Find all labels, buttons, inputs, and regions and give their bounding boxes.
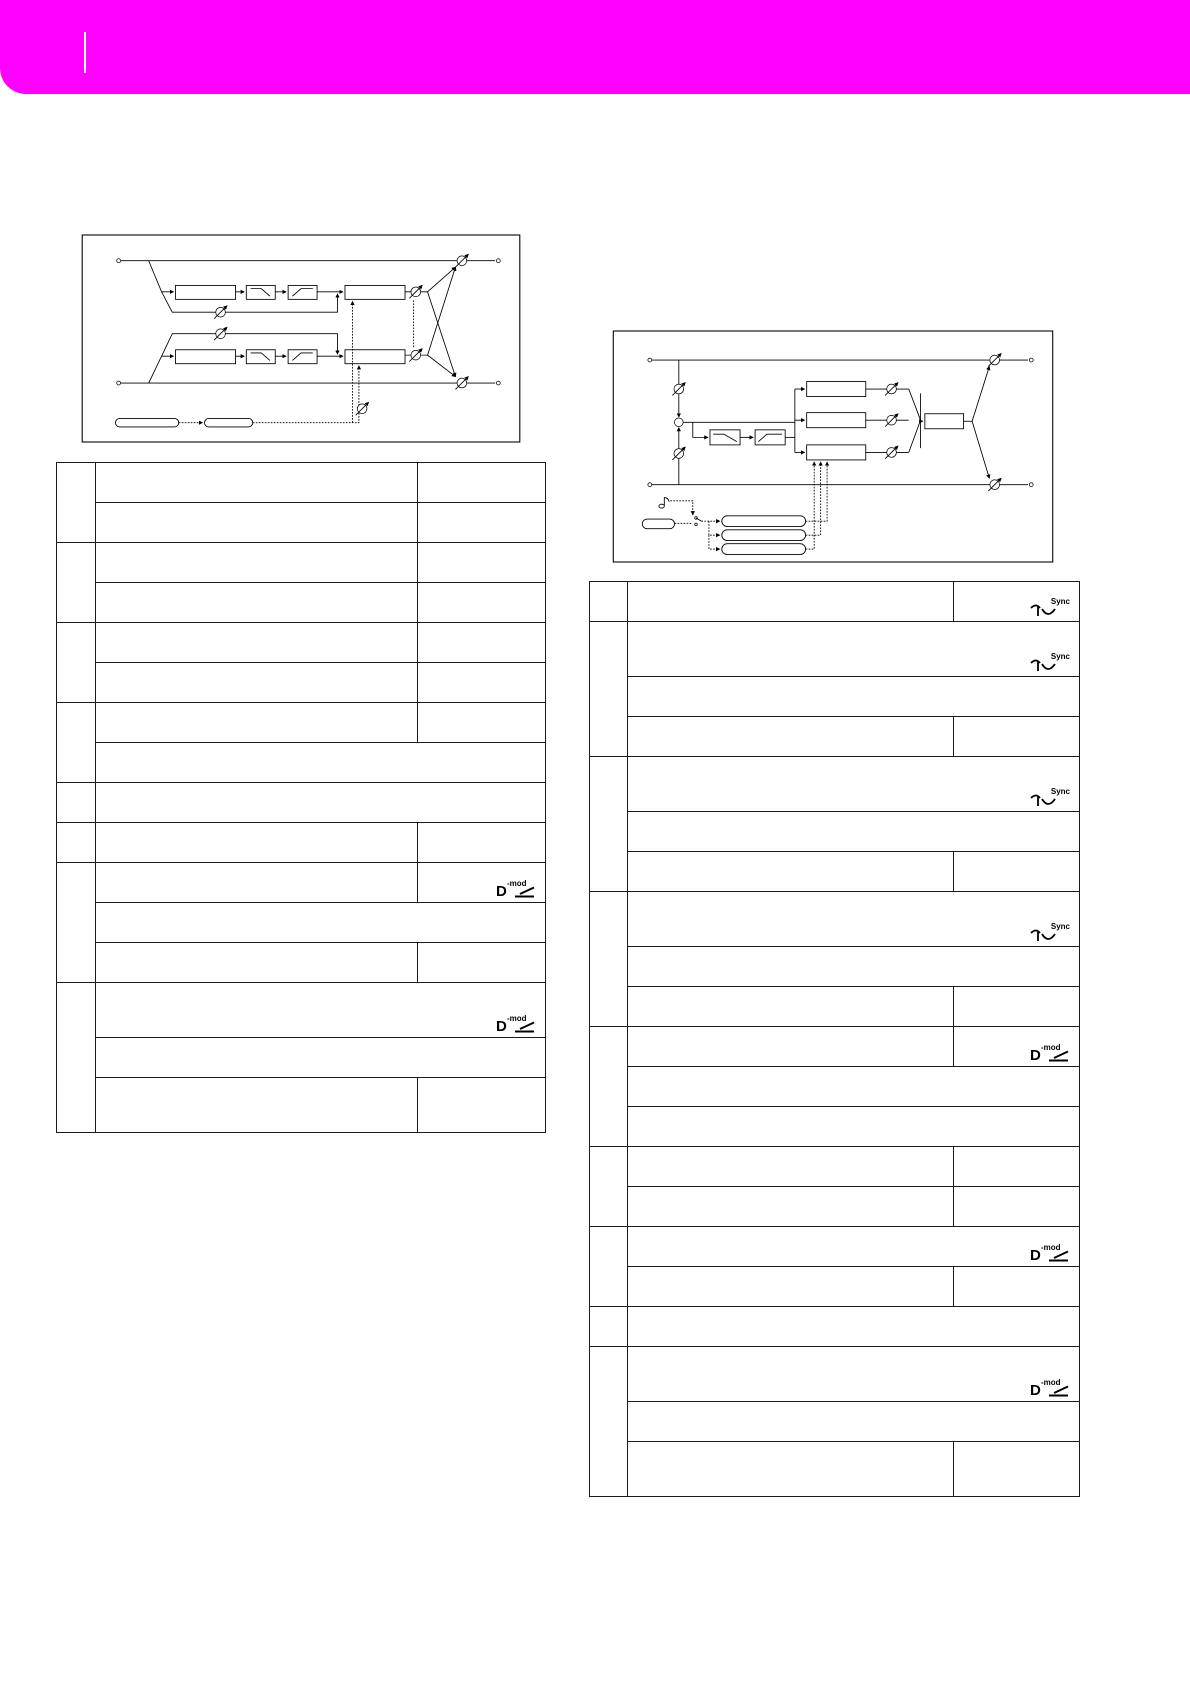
param-value-cell bbox=[954, 1147, 1080, 1187]
dmod-letter: D bbox=[496, 1018, 507, 1035]
table-row bbox=[590, 622, 1080, 677]
param-label-cell bbox=[57, 823, 96, 863]
dmod-ramp-icon bbox=[513, 886, 535, 898]
param-label-cell bbox=[590, 1147, 628, 1227]
param-label-cell bbox=[590, 757, 628, 892]
table-row bbox=[590, 1267, 1080, 1307]
param-value-cell bbox=[418, 863, 546, 903]
input-terminal-bottom bbox=[648, 483, 652, 487]
table-row bbox=[590, 1442, 1080, 1497]
effect-block bbox=[345, 350, 405, 364]
effect-block bbox=[345, 285, 405, 299]
dmod-superscript: -mod bbox=[1041, 1243, 1061, 1252]
table-row bbox=[57, 463, 546, 503]
dmod-superscript: -mod bbox=[507, 1014, 527, 1023]
table-row bbox=[590, 1067, 1080, 1107]
diagram-frame bbox=[82, 235, 520, 442]
param-value-cell bbox=[954, 582, 1080, 622]
mixer-node bbox=[675, 418, 684, 427]
param-desc-cell bbox=[628, 1067, 1080, 1107]
param-desc-cell bbox=[96, 783, 546, 823]
high-pass-filter-block bbox=[288, 285, 317, 299]
param-label-cell bbox=[590, 1227, 628, 1307]
input-terminal-bottom bbox=[117, 381, 121, 385]
table-row bbox=[57, 943, 546, 983]
param-name-cell bbox=[96, 583, 418, 623]
table-row bbox=[57, 903, 546, 943]
param-value-cell bbox=[418, 823, 546, 863]
mod-oval bbox=[204, 418, 252, 427]
left-parameter-table bbox=[56, 462, 546, 1133]
table-row bbox=[590, 987, 1080, 1027]
low-pass-filter-block bbox=[246, 285, 275, 299]
delay-tap-block-1 bbox=[807, 381, 866, 396]
param-desc-cell bbox=[628, 622, 1080, 677]
param-desc-cell bbox=[628, 757, 1080, 812]
table-row bbox=[57, 543, 546, 583]
table-row bbox=[57, 743, 546, 783]
param-value-cell bbox=[954, 1267, 1080, 1307]
dmod-icon bbox=[1030, 1378, 1070, 1399]
table-row bbox=[590, 852, 1080, 892]
param-name-cell bbox=[628, 1147, 954, 1187]
param-desc-cell bbox=[628, 677, 1080, 717]
table-row bbox=[590, 677, 1080, 717]
dmod-ramp-icon bbox=[513, 1021, 535, 1033]
mod-oval-2 bbox=[722, 530, 806, 541]
dmod-superscript: -mod bbox=[1041, 1043, 1061, 1052]
dmod-superscript: -mod bbox=[1041, 1378, 1061, 1387]
left-block-diagram bbox=[82, 235, 520, 442]
param-desc-cell bbox=[628, 892, 1080, 947]
table-row bbox=[590, 1402, 1080, 1442]
param-value-cell bbox=[418, 583, 546, 623]
sync-icon bbox=[1030, 788, 1070, 808]
param-label-cell bbox=[57, 623, 96, 703]
table-row bbox=[590, 892, 1080, 947]
param-name-cell bbox=[628, 582, 954, 622]
output-terminal-top bbox=[1029, 358, 1033, 362]
param-desc-cell bbox=[628, 1107, 1080, 1147]
dmod-icon bbox=[496, 1014, 536, 1035]
param-value-cell bbox=[954, 717, 1080, 757]
page-header-band bbox=[0, 0, 1190, 94]
output-block bbox=[925, 414, 964, 429]
param-desc-cell bbox=[628, 1347, 1080, 1402]
dmod-ramp-icon bbox=[1047, 1250, 1069, 1262]
param-name-cell bbox=[628, 1442, 954, 1497]
output-terminal-bottom bbox=[496, 381, 500, 385]
table-row bbox=[57, 503, 546, 543]
param-name-cell bbox=[628, 717, 954, 757]
table-row bbox=[57, 703, 546, 743]
param-name-cell bbox=[96, 463, 418, 503]
param-name-cell bbox=[96, 1078, 418, 1133]
param-desc-cell bbox=[96, 983, 546, 1038]
param-label-cell bbox=[57, 983, 96, 1133]
dmod-letter: D bbox=[1030, 1247, 1041, 1264]
table-row bbox=[590, 717, 1080, 757]
table-row bbox=[57, 623, 546, 663]
param-name-cell bbox=[96, 503, 418, 543]
delay-tap-block-3 bbox=[807, 445, 866, 460]
dmod-ramp-icon bbox=[1047, 1050, 1069, 1062]
table-row bbox=[57, 823, 546, 863]
table-row bbox=[57, 583, 546, 623]
sync-icon bbox=[1030, 923, 1070, 943]
dmod-letter: D bbox=[496, 883, 507, 900]
param-label-cell bbox=[590, 892, 628, 1027]
param-desc-cell bbox=[628, 812, 1080, 852]
table-row bbox=[57, 783, 546, 823]
table-row bbox=[57, 1038, 546, 1078]
param-value-cell bbox=[418, 543, 546, 583]
param-value-cell bbox=[954, 1442, 1080, 1497]
table-row bbox=[590, 1147, 1080, 1187]
param-desc-cell bbox=[628, 1402, 1080, 1442]
param-name-cell bbox=[96, 943, 418, 983]
dmod-icon bbox=[1030, 1043, 1070, 1064]
sync-label: Sync bbox=[1050, 787, 1070, 796]
param-value-cell bbox=[418, 703, 546, 743]
param-label-cell bbox=[590, 582, 628, 622]
param-value-cell bbox=[418, 463, 546, 503]
param-value-cell bbox=[418, 943, 546, 983]
dmod-icon bbox=[496, 879, 536, 900]
dmod-letter: D bbox=[1030, 1047, 1041, 1064]
right-block-diagram bbox=[613, 331, 1053, 562]
param-desc-cell bbox=[96, 743, 546, 783]
param-label-cell bbox=[57, 703, 96, 783]
param-name-cell bbox=[628, 987, 954, 1027]
param-desc-cell bbox=[96, 1038, 546, 1078]
param-value-cell bbox=[954, 1027, 1080, 1067]
delay-block bbox=[176, 350, 236, 364]
param-label-cell bbox=[590, 622, 628, 757]
dmod-superscript: -mod bbox=[507, 879, 527, 888]
param-label-cell bbox=[590, 1347, 628, 1497]
dmod-icon bbox=[1030, 1243, 1070, 1264]
param-name-cell bbox=[96, 623, 418, 663]
low-pass-filter-block bbox=[710, 430, 740, 445]
table-row bbox=[57, 663, 546, 703]
table-row bbox=[590, 1307, 1080, 1347]
table-row bbox=[590, 1187, 1080, 1227]
high-pass-filter-block bbox=[288, 350, 317, 364]
delay-tap-block-2 bbox=[807, 413, 866, 428]
param-value-cell bbox=[954, 852, 1080, 892]
param-desc-cell bbox=[628, 1307, 1080, 1347]
param-desc-cell bbox=[96, 903, 546, 943]
param-name-cell bbox=[96, 863, 418, 903]
param-name-cell bbox=[628, 852, 954, 892]
input-terminal-top bbox=[648, 358, 652, 362]
param-label-cell bbox=[57, 783, 96, 823]
delay-block bbox=[176, 285, 236, 299]
param-value-cell bbox=[954, 1187, 1080, 1227]
sync-label: Sync bbox=[1050, 652, 1070, 661]
param-label-cell bbox=[590, 1307, 628, 1347]
param-label-cell bbox=[590, 1027, 628, 1147]
table-row bbox=[57, 1078, 546, 1133]
param-value-cell bbox=[418, 623, 546, 663]
sync-label: Sync bbox=[1050, 922, 1070, 931]
high-pass-filter-block bbox=[755, 430, 785, 445]
param-name-cell bbox=[96, 663, 418, 703]
param-name-cell bbox=[96, 703, 418, 743]
param-name-cell bbox=[628, 1027, 954, 1067]
param-name-cell bbox=[628, 1267, 954, 1307]
lfo-oval bbox=[642, 519, 674, 529]
table-row bbox=[57, 983, 546, 1038]
sync-icon bbox=[1030, 598, 1070, 618]
output-terminal-top bbox=[496, 259, 500, 263]
table-row bbox=[57, 863, 546, 903]
table-row bbox=[590, 1027, 1080, 1067]
table-row bbox=[590, 582, 1080, 622]
param-name-cell bbox=[96, 823, 418, 863]
param-label-cell bbox=[57, 463, 96, 543]
param-label-cell bbox=[57, 543, 96, 623]
table-row bbox=[590, 947, 1080, 987]
param-desc-cell bbox=[628, 1227, 1080, 1267]
param-value-cell bbox=[418, 503, 546, 543]
param-name-cell bbox=[628, 1187, 954, 1227]
switch-contact bbox=[695, 523, 698, 526]
table-row bbox=[590, 1347, 1080, 1402]
param-value-cell bbox=[418, 1078, 546, 1133]
param-desc-cell bbox=[628, 947, 1080, 987]
output-terminal-bottom bbox=[1029, 483, 1033, 487]
param-value-cell bbox=[418, 663, 546, 703]
input-terminal-top bbox=[117, 259, 121, 263]
param-name-cell bbox=[96, 543, 418, 583]
dmod-ramp-icon bbox=[1047, 1385, 1069, 1397]
param-label-cell bbox=[57, 863, 96, 983]
sync-icon bbox=[1030, 653, 1070, 673]
right-parameter-table bbox=[589, 581, 1080, 1497]
mod-oval-1 bbox=[722, 516, 806, 527]
sync-label: Sync bbox=[1050, 597, 1070, 606]
table-row bbox=[590, 812, 1080, 852]
dmod-letter: D bbox=[1030, 1382, 1041, 1399]
table-row bbox=[590, 1107, 1080, 1147]
header-divider-bar bbox=[84, 32, 86, 73]
lfo-oval bbox=[115, 418, 178, 427]
table-row bbox=[590, 757, 1080, 812]
low-pass-filter-block bbox=[246, 350, 275, 364]
param-value-cell bbox=[954, 987, 1080, 1027]
table-row bbox=[590, 1227, 1080, 1267]
mod-oval-3 bbox=[722, 544, 806, 555]
